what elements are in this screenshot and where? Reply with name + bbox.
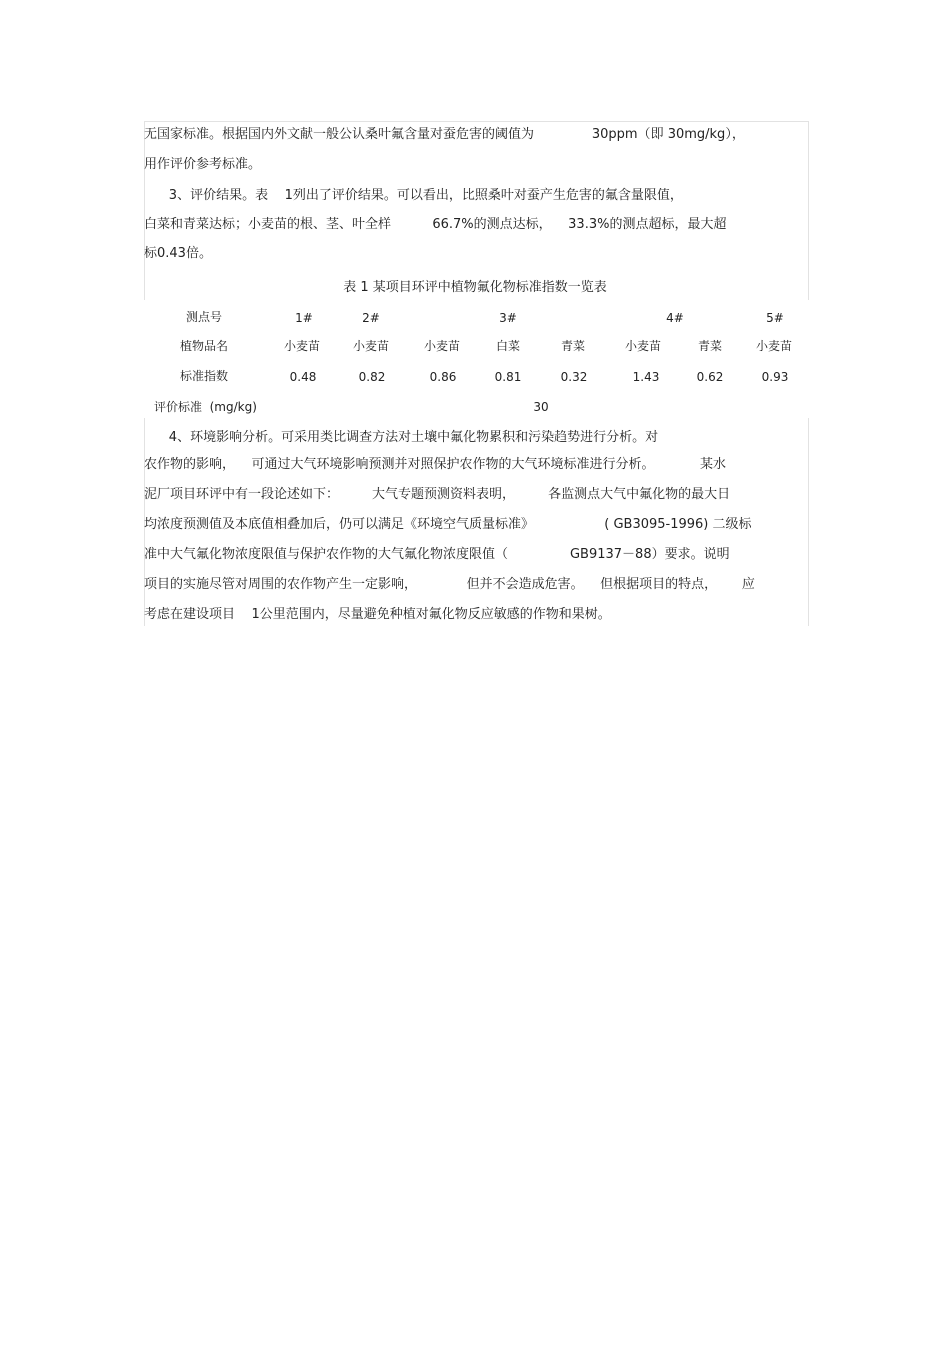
row-label-index: 标准指数 <box>179 369 229 383</box>
text-line: 均浓度预测值及本底值相叠加后，仍可以满足《环境空气质量标准》 ( GB3095-1996) 二级标 <box>144 517 752 532</box>
text-line: 用作评价参考标准。 <box>144 157 262 172</box>
index-cell: 1.43 <box>632 370 660 384</box>
text-line: 标0.43倍。 <box>144 246 212 261</box>
plant-cell: 小麦苗 <box>423 339 461 353</box>
index-cell: 0.81 <box>494 370 522 384</box>
plant-cell: 小麦苗 <box>352 339 390 353</box>
plant-cell: 白菜 <box>495 339 521 353</box>
table-caption: 表 1 某项目环评中植物氟化物标准指数一览表 <box>343 280 607 295</box>
text-line: 农作物的影响， 可通过大气环境影响预测并对照保护农作物的大气环境标准进行分析。 某水 <box>144 457 726 472</box>
standard-value: 30 <box>533 400 549 414</box>
point-header: 1# <box>295 311 313 325</box>
row-label-plant: 植物品名 <box>179 339 229 353</box>
row-label-point: 测点号 <box>185 310 223 324</box>
index-cell: 0.82 <box>358 370 386 384</box>
point-header: 2# <box>362 311 380 325</box>
text-line: 考虑在建设项目 1公里范围内，尽量避免种植对氟化物反应敏感的作物和果树。 <box>144 607 611 622</box>
text-line: 4、环境影响分析。可采用类比调查方法对土壤中氟化物累积和污染趋势进行分析。对 <box>144 430 659 445</box>
text-line: 白菜和青菜达标；小麦苗的根、茎、叶全样 66.7%的测点达标， 33.3%的测点超标，最大超 <box>144 217 727 232</box>
text-line: 项目的实施尽管对周围的农作物产生一定影响， 但并不会造成危害。 但根据项目的特点， 应 <box>144 577 755 592</box>
text-line: 3、评价结果。表 1列出了评价结果。可以看出，比照桑叶对蚕产生危害的氟含量限值， <box>144 188 683 203</box>
index-cell: 0.32 <box>560 370 588 384</box>
plant-cell: 青菜 <box>560 339 586 353</box>
index-cell: 0.62 <box>696 370 724 384</box>
row-label-standard: 评价标准 (mg/kg) <box>154 400 257 414</box>
point-header: 3# <box>499 311 517 325</box>
plant-cell: 小麦苗 <box>283 339 321 353</box>
text-line: 无国家标准。根据国内外文献一般公认桑叶氟含量对蚕危害的阈值为 30ppm（即 30mg/kg）， <box>144 127 745 142</box>
point-header: 5# <box>766 311 784 325</box>
text-line: 准中大气氟化物浓度限值与保护农作物的大气氟化物浓度限值（ GB9137－88）要求。说明 <box>144 547 730 562</box>
index-cell: 0.86 <box>429 370 457 384</box>
plant-cell: 小麦苗 <box>624 339 662 353</box>
text-line: 泥厂项目环评中有一段论述如下： 大气专题预测资料表明， 各监测点大气中氟化物的最大日 <box>144 487 731 502</box>
point-header: 4# <box>666 311 684 325</box>
plant-cell: 小麦苗 <box>755 339 793 353</box>
index-cell: 0.48 <box>289 370 317 384</box>
text-frame-top <box>144 121 809 300</box>
plant-cell: 青菜 <box>697 339 723 353</box>
index-cell: 0.93 <box>761 370 789 384</box>
